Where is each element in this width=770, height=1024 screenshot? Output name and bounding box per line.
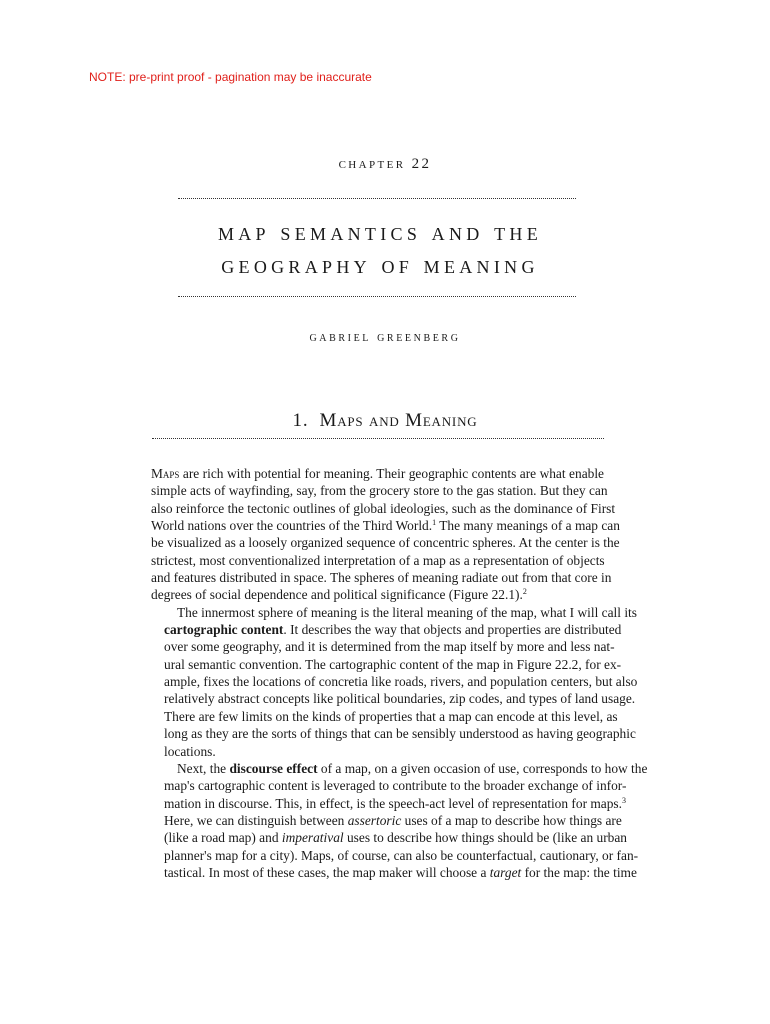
text-line <box>151 621 622 638</box>
section-rule <box>152 438 604 439</box>
text-run: tastical. In most of these cases, the map maker will choose a <box>164 864 490 880</box>
paragraph <box>151 604 638 760</box>
body-text <box>151 465 648 881</box>
section-title: Maps and Meaning <box>319 410 478 431</box>
text-line: There are few limits on the kinds of properties that a map can encode at this level, as <box>164 708 618 724</box>
text-line <box>151 517 620 534</box>
text-run: (like a road map) and <box>164 830 282 846</box>
text-line: also reinforce the tectonic outlines of global ideologies, such as the dominance of First <box>151 500 616 516</box>
footnote-marker[interactable]: 3 <box>622 795 626 805</box>
text-line <box>151 586 604 603</box>
term-imperatival: imperatival <box>281 830 344 846</box>
text-line: relatively abstract concepts like political boundaries, zip codes, and types of land usage. <box>164 691 636 707</box>
text-line: planner's map for a city). Maps, of course, can also be counterfactual, cautionary, or fan- <box>164 847 639 863</box>
author-name: gabriel greenberg <box>309 330 461 345</box>
chapter-title-line-1: map semantics and the <box>217 219 543 246</box>
text-line: simple acts of wayfinding, say, from the grocery store to the gas station. But they can <box>151 483 608 499</box>
proof-note: NOTE: pre-print proof - pagination may be inaccurate <box>89 70 372 84</box>
text-line <box>151 812 622 829</box>
text-run: uses of a map to describe how things are <box>401 812 622 828</box>
text-line <box>151 465 604 482</box>
text-line: ural semantic convention. The cartographic content of the map in Figure 22.2, for ex- <box>164 656 622 672</box>
term-assertoric: assertoric <box>347 812 402 828</box>
term-target: target <box>489 864 522 880</box>
term-discourse-effect: discourse effect <box>229 760 318 776</box>
text-run: Here, we can distinguish between <box>164 812 348 828</box>
footnote-marker[interactable]: 1 <box>432 518 437 528</box>
text-line <box>151 864 637 881</box>
text-line <box>151 829 628 846</box>
dotted-rule-top <box>178 198 576 199</box>
paragraph <box>151 760 648 881</box>
text-run: mation in discourse. This, in effect, is the speech-act level of representation for maps. <box>164 795 622 811</box>
text-line: be visualized as a loosely organized sequence of concentric spheres. At the center is the <box>151 535 620 551</box>
section-heading <box>0 410 770 432</box>
chapter-title-line-2: geography of meaning <box>221 252 539 279</box>
footnote-marker[interactable]: 2 <box>522 587 527 597</box>
dotted-rule-bottom <box>178 296 576 297</box>
term-cartographic-content: cartographic content <box>164 622 284 638</box>
text-run: Next, the <box>177 760 230 776</box>
text-run: degrees of social dependence and political significance (Figure 22.1). <box>151 587 523 603</box>
text-line: strictest, most conventionalized interpretation of a map as a representation of objects <box>151 552 605 568</box>
text-run: are rich with potential for meaning. Their geographic contents are what enable <box>179 466 604 481</box>
section-number: 1. <box>292 410 309 431</box>
text-line: and features distributed in space. The spheres of meaning radiate out from that core in <box>151 570 612 586</box>
paragraph <box>151 465 620 604</box>
text-run: of a map, on a given occasion of use, corresponds to how the <box>317 760 648 776</box>
chapter-number: chapter 22 <box>338 156 432 172</box>
text-line: ample, fixes the locations of concretia like roads, rivers, and population centers, but also <box>164 674 638 690</box>
text-run: World nations over the countries of the Third World. <box>151 518 433 534</box>
text-line: The innermost sphere of meaning is the literal meaning of the map, what I will call its <box>177 604 637 620</box>
lead-word: Maps <box>151 466 180 481</box>
text-line: long as they are the sorts of things that can be sensibly understood as having geographic <box>164 726 636 742</box>
chapter-title <box>170 216 590 282</box>
text-run: uses to describe how things should be (like an urban <box>343 830 628 846</box>
text-line <box>151 795 626 812</box>
text-line: locations. <box>164 743 216 759</box>
text-run: . It describes the way that objects and properties are distributed <box>283 622 622 638</box>
text-run: The many meanings of a map can <box>436 518 620 534</box>
text-run: for the map: the time <box>521 864 637 880</box>
text-line <box>151 760 648 777</box>
text-line: over some geography, and it is determined from the map itself by more and less nat- <box>164 639 615 655</box>
text-line: map's cartographic content is leveraged to contribute to the broader exchange of infor- <box>164 778 627 794</box>
